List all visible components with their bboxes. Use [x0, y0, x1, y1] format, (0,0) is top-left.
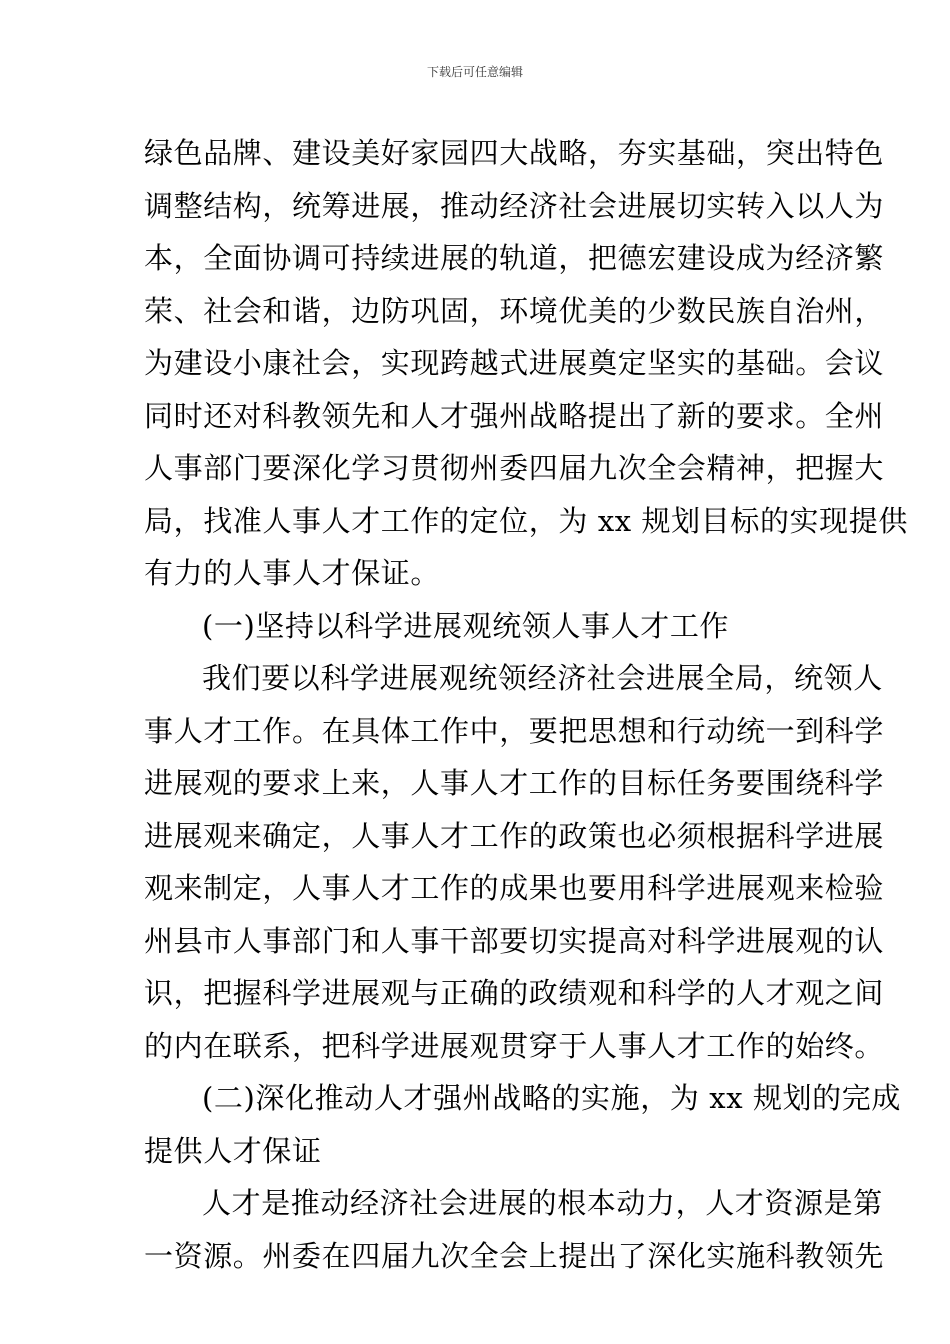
- text-line: 进展观的要求上来，人事人才工作的目标任务要围绕科学: [144, 766, 885, 800]
- text-line: 事人才工作。在具体工作中，要把思想和行动统一到科学: [144, 713, 885, 748]
- text-line: 本，全面协调可持续进展的轨道，把德宏建设成为经济繁: [144, 241, 885, 275]
- text-line: 观来制定，人事人才工作的成果也要用科学进展观来检验: [144, 871, 885, 905]
- text-line: 一资源。州委在四届九次全会上提出了深化实施科教领先: [144, 1238, 885, 1273]
- text-line: 局，找准人事人才工作的定位，为 xx 规划目标的实现提供: [144, 503, 908, 538]
- body-text: [144, 127, 908, 1282]
- text-line: 人才是推动经济社会进展的根本动力，人才资源是第: [202, 1186, 883, 1220]
- section-heading: (一)坚持以科学进展观统领人事人才工作: [202, 608, 730, 643]
- text-line: 识，把握科学进展观与正确的政绩观和科学的人才观之间: [144, 976, 885, 1010]
- text-line: 进展观来确定，人事人才工作的政策也必须根据科学进展: [144, 818, 885, 853]
- text-line: 的内在联系，把科学进展观贯穿于人事人才工作的始终。: [144, 1028, 885, 1063]
- text-line: 调整结构，统筹进展，推动经济社会进展切实转入以人为: [144, 188, 885, 223]
- text-line: 州县市人事部门和人事干部要切实提高对科学进展观的认: [144, 923, 885, 958]
- section-heading-continuation: 提供人才保证: [144, 1133, 322, 1168]
- text-line: 人事部门要深化学习贯彻州委四届九次全会精神，把握大: [144, 451, 885, 485]
- text-line: 同时还对科教领先和人才强州战略提出了新的要求。全州: [144, 398, 885, 433]
- text-line: 为建设小康社会，实现跨越式进展奠定坚实的基础。会议: [144, 346, 885, 380]
- text-line: 我们要以科学进展观统领经济社会进展全局，统领人: [202, 661, 883, 695]
- text-line: 绿色品牌、建设美好家园四大战略，夯实基础，突出特色: [144, 136, 885, 170]
- section-heading: (二)深化推动人才强州战略的实施，为 xx 规划的完成: [202, 1081, 901, 1115]
- page-header: 下载后可任意编辑: [426, 65, 523, 79]
- text-line: 荣、社会和谐，边防巩固，环境优美的少数民族自治州，: [144, 293, 885, 328]
- text-line: 有力的人事人才保证。: [144, 556, 441, 590]
